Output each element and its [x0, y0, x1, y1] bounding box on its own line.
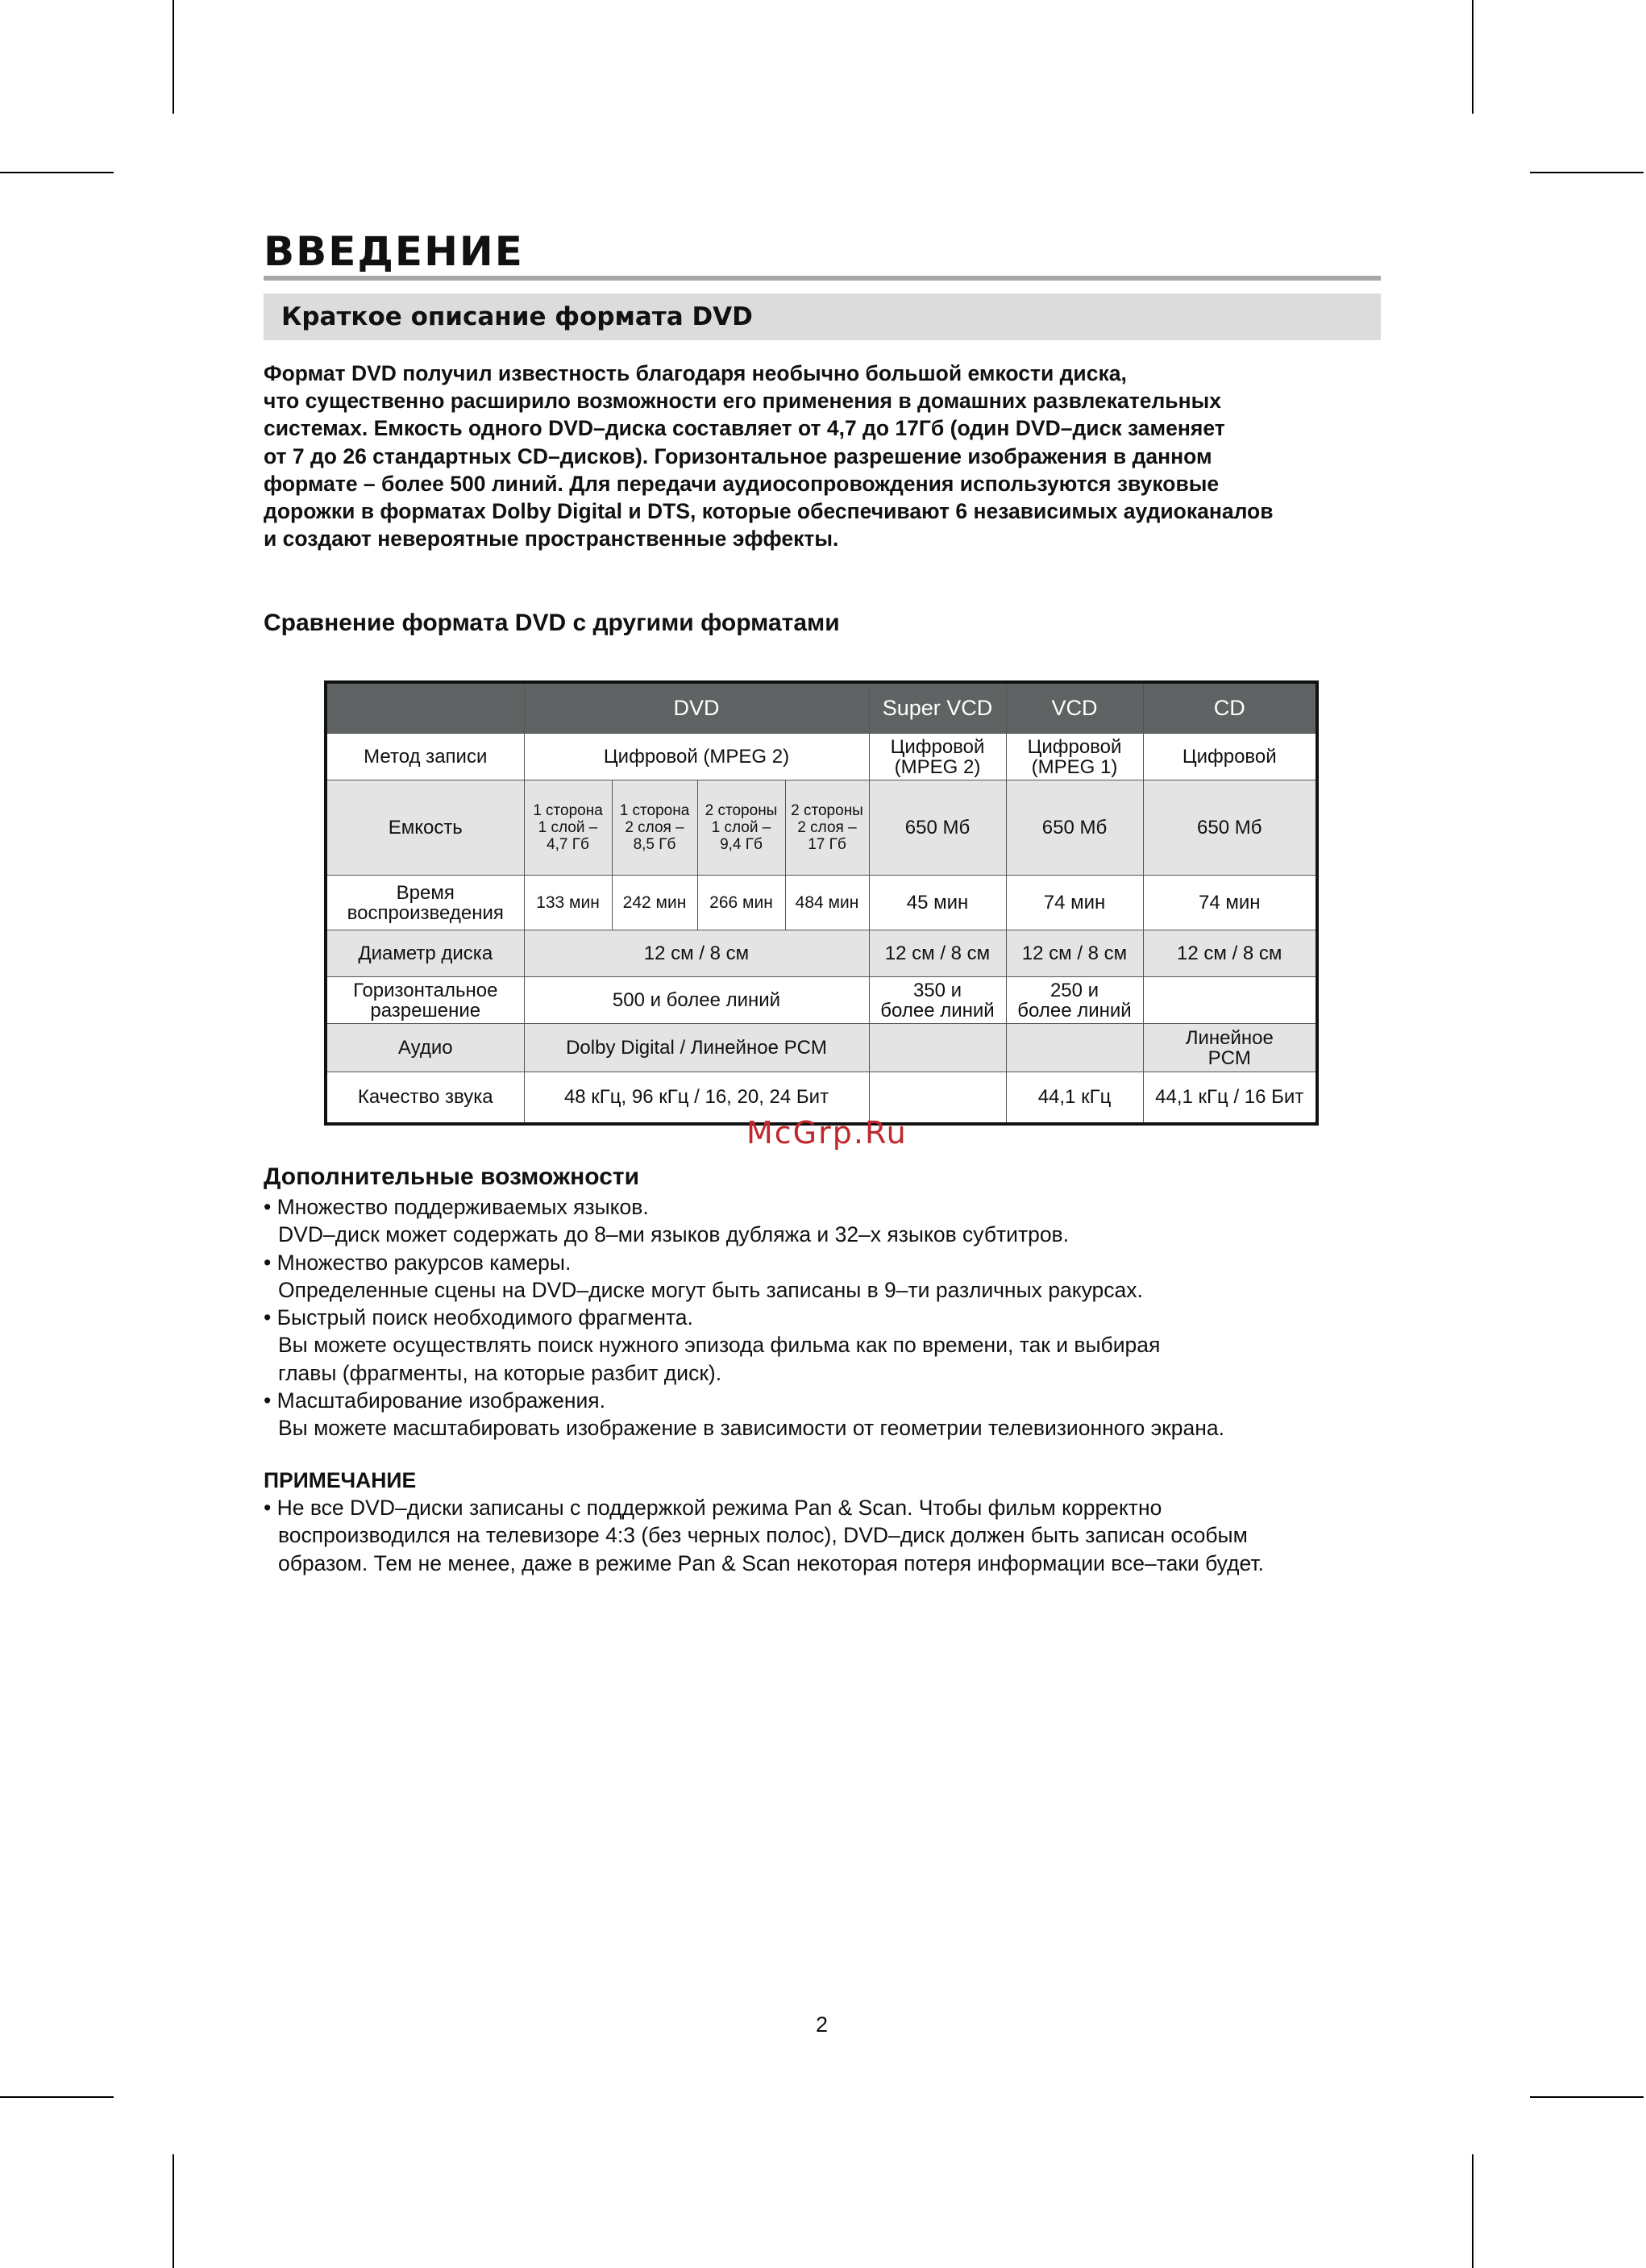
feature-description: Вы можете осуществлять поиск нужного эпизода фильма как по времени, так и выбирая [278, 1333, 1161, 1358]
table-row-capacity [326, 780, 1317, 876]
cell-vcd: 650 Мб [1006, 780, 1143, 876]
row-label: Горизонтальное разрешение [326, 977, 524, 1024]
cell-cd: Линейное PCM [1143, 1024, 1317, 1072]
feature-description: Вы можете масштабировать изображение в зависимости от геометрии телевизионного экрана. [278, 1416, 1224, 1441]
note-text [264, 1494, 1408, 1577]
cell-dvd: Цифровой (MPEG 2) [524, 734, 869, 780]
note-title: ПРИМЕЧАНИЕ [264, 1468, 417, 1492]
cell-cd: 44,1 кГц / 16 Бит [1143, 1072, 1317, 1124]
intro-line: от 7 до 26 стандартных CD–дисков). Горизонтальное разрешение изображения в данном [264, 443, 1212, 468]
crop-mark [172, 2154, 174, 2268]
title-rule [264, 276, 1381, 281]
cell-vcd: 44,1 кГц [1006, 1072, 1143, 1124]
cell-svcd: 650 Мб [869, 780, 1006, 876]
cell-dvd: 500 и более линий [524, 977, 869, 1024]
cell-dvd-1side-1layer: 1 сторона 1 слой – 4,7 Гб [524, 780, 612, 876]
cell-svcd: 12 см / 8 см [869, 930, 1006, 977]
crop-mark [1530, 172, 1644, 173]
crop-mark [1530, 2096, 1644, 2098]
table-row-resolution [326, 977, 1317, 1024]
intro-line: системах. Емкость одного DVD–диска составляет от 4,7 до 17Гб (один DVD–диск заменяет [264, 416, 1225, 441]
table-title: Сравнение формата DVD с другими форматами [264, 610, 840, 636]
note-line: • Не все DVD–диски записаны с поддержкой режима Pan & Scan. Чтобы фильм корректно [264, 1496, 1162, 1520]
crop-mark [172, 0, 174, 114]
row-label: Диаметр диска [326, 930, 524, 977]
feature-title: • Масштабирование изображения. [264, 1388, 606, 1413]
feature-title: • Быстрый поиск необходимого фрагмента. [264, 1305, 693, 1330]
cell-dvd-2side-1layer: 2 стороны 1 слой – 9,4 Гб [697, 780, 785, 876]
cell-vcd [1006, 1024, 1143, 1072]
row-label: Аудио [326, 1024, 524, 1072]
table-row-audio [326, 1024, 1317, 1072]
row-label: Время воспроизведения [326, 876, 524, 930]
cell-cd: 12 см / 8 см [1143, 930, 1317, 977]
intro-line: Формат DVD получил известность благодаря необычно большой емкости диска, [264, 361, 1127, 385]
note-line: образом. Тем не менее, даже в режиме Pan & Scan некоторая потеря информации все–таки будет. [278, 1550, 1264, 1575]
cell-svcd: Цифровой (MPEG 2) [869, 734, 1006, 780]
table-row-diameter [326, 930, 1317, 977]
intro-line: и создают невероятные пространственные эффекты. [264, 526, 839, 551]
crop-mark [0, 2096, 114, 2098]
cell-dvd-time: 266 мин [697, 876, 785, 930]
crop-mark [0, 172, 114, 173]
cell-dvd-time: 242 мин [612, 876, 697, 930]
format-comparison-table [324, 680, 1319, 1126]
row-label: Качество звука [326, 1072, 524, 1124]
features-title: Дополнительные возможности [264, 1163, 640, 1190]
table-header-row [326, 682, 1317, 734]
cell-cd: 650 Мб [1143, 780, 1317, 876]
intro-paragraph [264, 360, 1392, 552]
cell-vcd: 74 мин [1006, 876, 1143, 930]
page-title: ВВЕДЕНИЕ [264, 228, 524, 275]
crop-mark [1472, 2154, 1474, 2268]
crop-mark [1472, 0, 1474, 114]
cell-svcd [869, 1024, 1006, 1072]
note-line: воспроизводился на телевизоре 4:3 (без черных полос), DVD–диск должен быть записан особым [278, 1523, 1248, 1548]
cell-dvd: Dolby Digital / Линейное PCM [524, 1024, 869, 1072]
features-list [264, 1193, 1408, 1442]
feature-description: Определенные сцены на DVD–диске могут быть записаны в 9–ти различных ракурсах. [278, 1277, 1143, 1302]
cell-dvd-2side-2layer: 2 стороны 2 слоя – 17 Гб [785, 780, 869, 876]
header-empty [326, 682, 524, 734]
page-number: 2 [816, 2012, 829, 2037]
cell-vcd: Цифровой (MPEG 1) [1006, 734, 1143, 780]
table-row-method [326, 734, 1317, 780]
row-label: Метод записи [326, 734, 524, 780]
watermark: McGrp.Ru [746, 1115, 908, 1151]
header-vcd: VCD [1006, 682, 1143, 734]
cell-svcd: 350 и более линий [869, 977, 1006, 1024]
intro-line: что существенно расширило возможности его применения в домашних развлекательных [264, 389, 1221, 414]
feature-title: • Множество ракурсов камеры. [264, 1250, 572, 1275]
cell-svcd: 45 мин [869, 876, 1006, 930]
intro-line: формате – более 500 линий. Для передачи аудиосопровождения используются звуковые [264, 471, 1220, 496]
feature-title: • Множество поддерживаемых языков. [264, 1195, 649, 1219]
cell-vcd: 250 и более линий [1006, 977, 1143, 1024]
feature-description: DVD–диск может содержать до 8–ми языков дубляжа и 32–х языков субтитров. [278, 1222, 1069, 1247]
cell-dvd: 12 см / 8 см [524, 930, 869, 977]
cell-cd: 74 мин [1143, 876, 1317, 930]
intro-line: дорожки в форматах Dolby Digital и DTS, которые обеспечивают 6 независимых аудиоканалов [264, 499, 1274, 524]
section-title: Краткое описание формата DVD [264, 293, 1381, 340]
row-label: Емкость [326, 780, 524, 876]
feature-description: главы (фрагменты, на которые разбит диск). [278, 1360, 722, 1385]
header-cd: CD [1143, 682, 1317, 734]
cell-dvd-time: 133 мин [524, 876, 612, 930]
cell-cd: Цифровой [1143, 734, 1317, 780]
cell-dvd-1side-2layer: 1 сторона 2 слоя – 8,5 Гб [612, 780, 697, 876]
cell-vcd: 12 см / 8 см [1006, 930, 1143, 977]
header-dvd: DVD [524, 682, 869, 734]
cell-cd [1143, 977, 1317, 1024]
header-super-vcd: Super VCD [869, 682, 1006, 734]
cell-dvd-time: 484 мин [785, 876, 869, 930]
table-row-playtime [326, 876, 1317, 930]
cell-dvd: 48 кГц, 96 кГц / 16, 20, 24 Бит [524, 1072, 869, 1124]
